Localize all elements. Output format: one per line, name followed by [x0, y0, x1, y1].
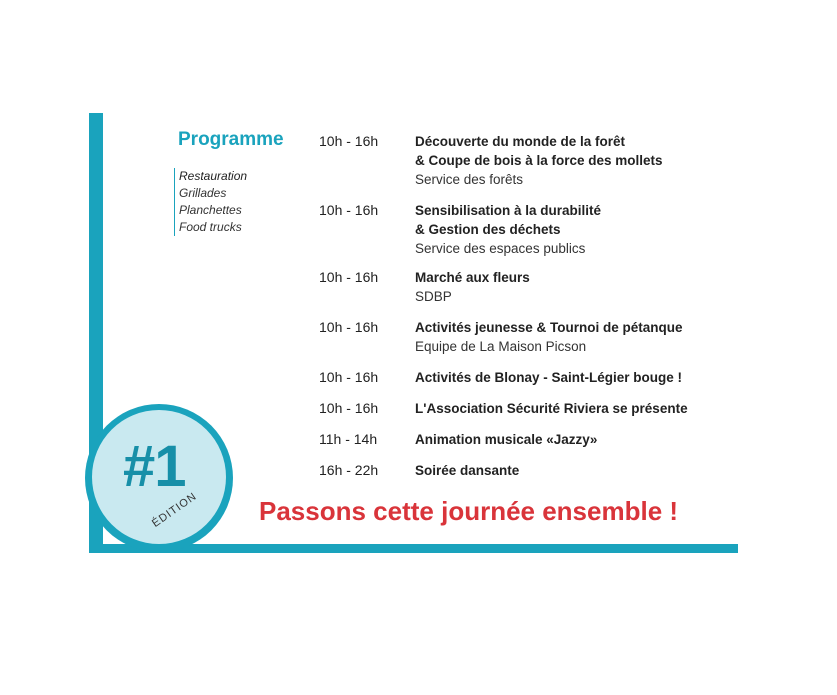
schedule-time: 10h - 16h — [319, 133, 379, 149]
schedule-details — [415, 399, 735, 418]
schedule-activity: Activités jeunesse & Tournoi de pétanque — [415, 320, 683, 335]
tagline: Passons cette journée ensemble ! — [259, 496, 679, 526]
schedule-time: 16h - 22h — [319, 462, 379, 478]
schedule-activity: & Gestion des déchets — [415, 222, 561, 237]
schedule-details — [415, 368, 735, 387]
catering-item: Planchettes — [179, 203, 242, 217]
schedule-activity: Marché aux fleurs — [415, 270, 530, 285]
schedule-time: 10h - 16h — [319, 369, 379, 385]
schedule-activity: Activités de Blonay - Saint-Légier bouge ! — [415, 370, 683, 385]
schedule-time: 11h - 14h — [319, 431, 378, 447]
schedule-organizer: Equipe de La Maison Picson — [415, 339, 587, 354]
schedule-time: 10h - 16h — [319, 319, 379, 335]
programme-title: Programme — [178, 129, 284, 150]
edition-number: #1 — [123, 434, 186, 499]
schedule-time: 10h - 16h — [319, 202, 379, 218]
catering-item: Food trucks — [179, 220, 242, 234]
schedule-details — [415, 461, 735, 480]
schedule-details — [415, 132, 735, 189]
edition-label: ÉDITION — [150, 490, 200, 530]
schedule-organizer: SDBP — [415, 289, 452, 304]
schedule-time: 10h - 16h — [319, 269, 379, 285]
schedule-activity: & Coupe de bois à la force des mollets — [415, 153, 663, 168]
schedule-details — [415, 430, 735, 449]
catering-list — [174, 168, 247, 236]
schedule-details — [415, 268, 735, 306]
schedule-activity: Découverte du monde de la forêt — [415, 134, 626, 149]
schedule-organizer: Service des forêts — [415, 172, 524, 187]
schedule-activity: Sensibilisation à la durabilité — [415, 203, 602, 218]
schedule-time: 10h - 16h — [319, 400, 379, 416]
schedule-activity: Soirée dansante — [415, 463, 520, 478]
catering-item: Grillades — [179, 186, 227, 200]
catering-title: Restauration — [179, 169, 248, 183]
schedule-details — [415, 318, 735, 356]
schedule-activity: L'Association Sécurité Riviera se présente — [415, 401, 688, 416]
schedule-organizer: Service des espaces publics — [415, 241, 586, 256]
schedule-activity: Animation musicale «Jazzy» — [415, 432, 598, 447]
schedule-details — [415, 201, 735, 258]
